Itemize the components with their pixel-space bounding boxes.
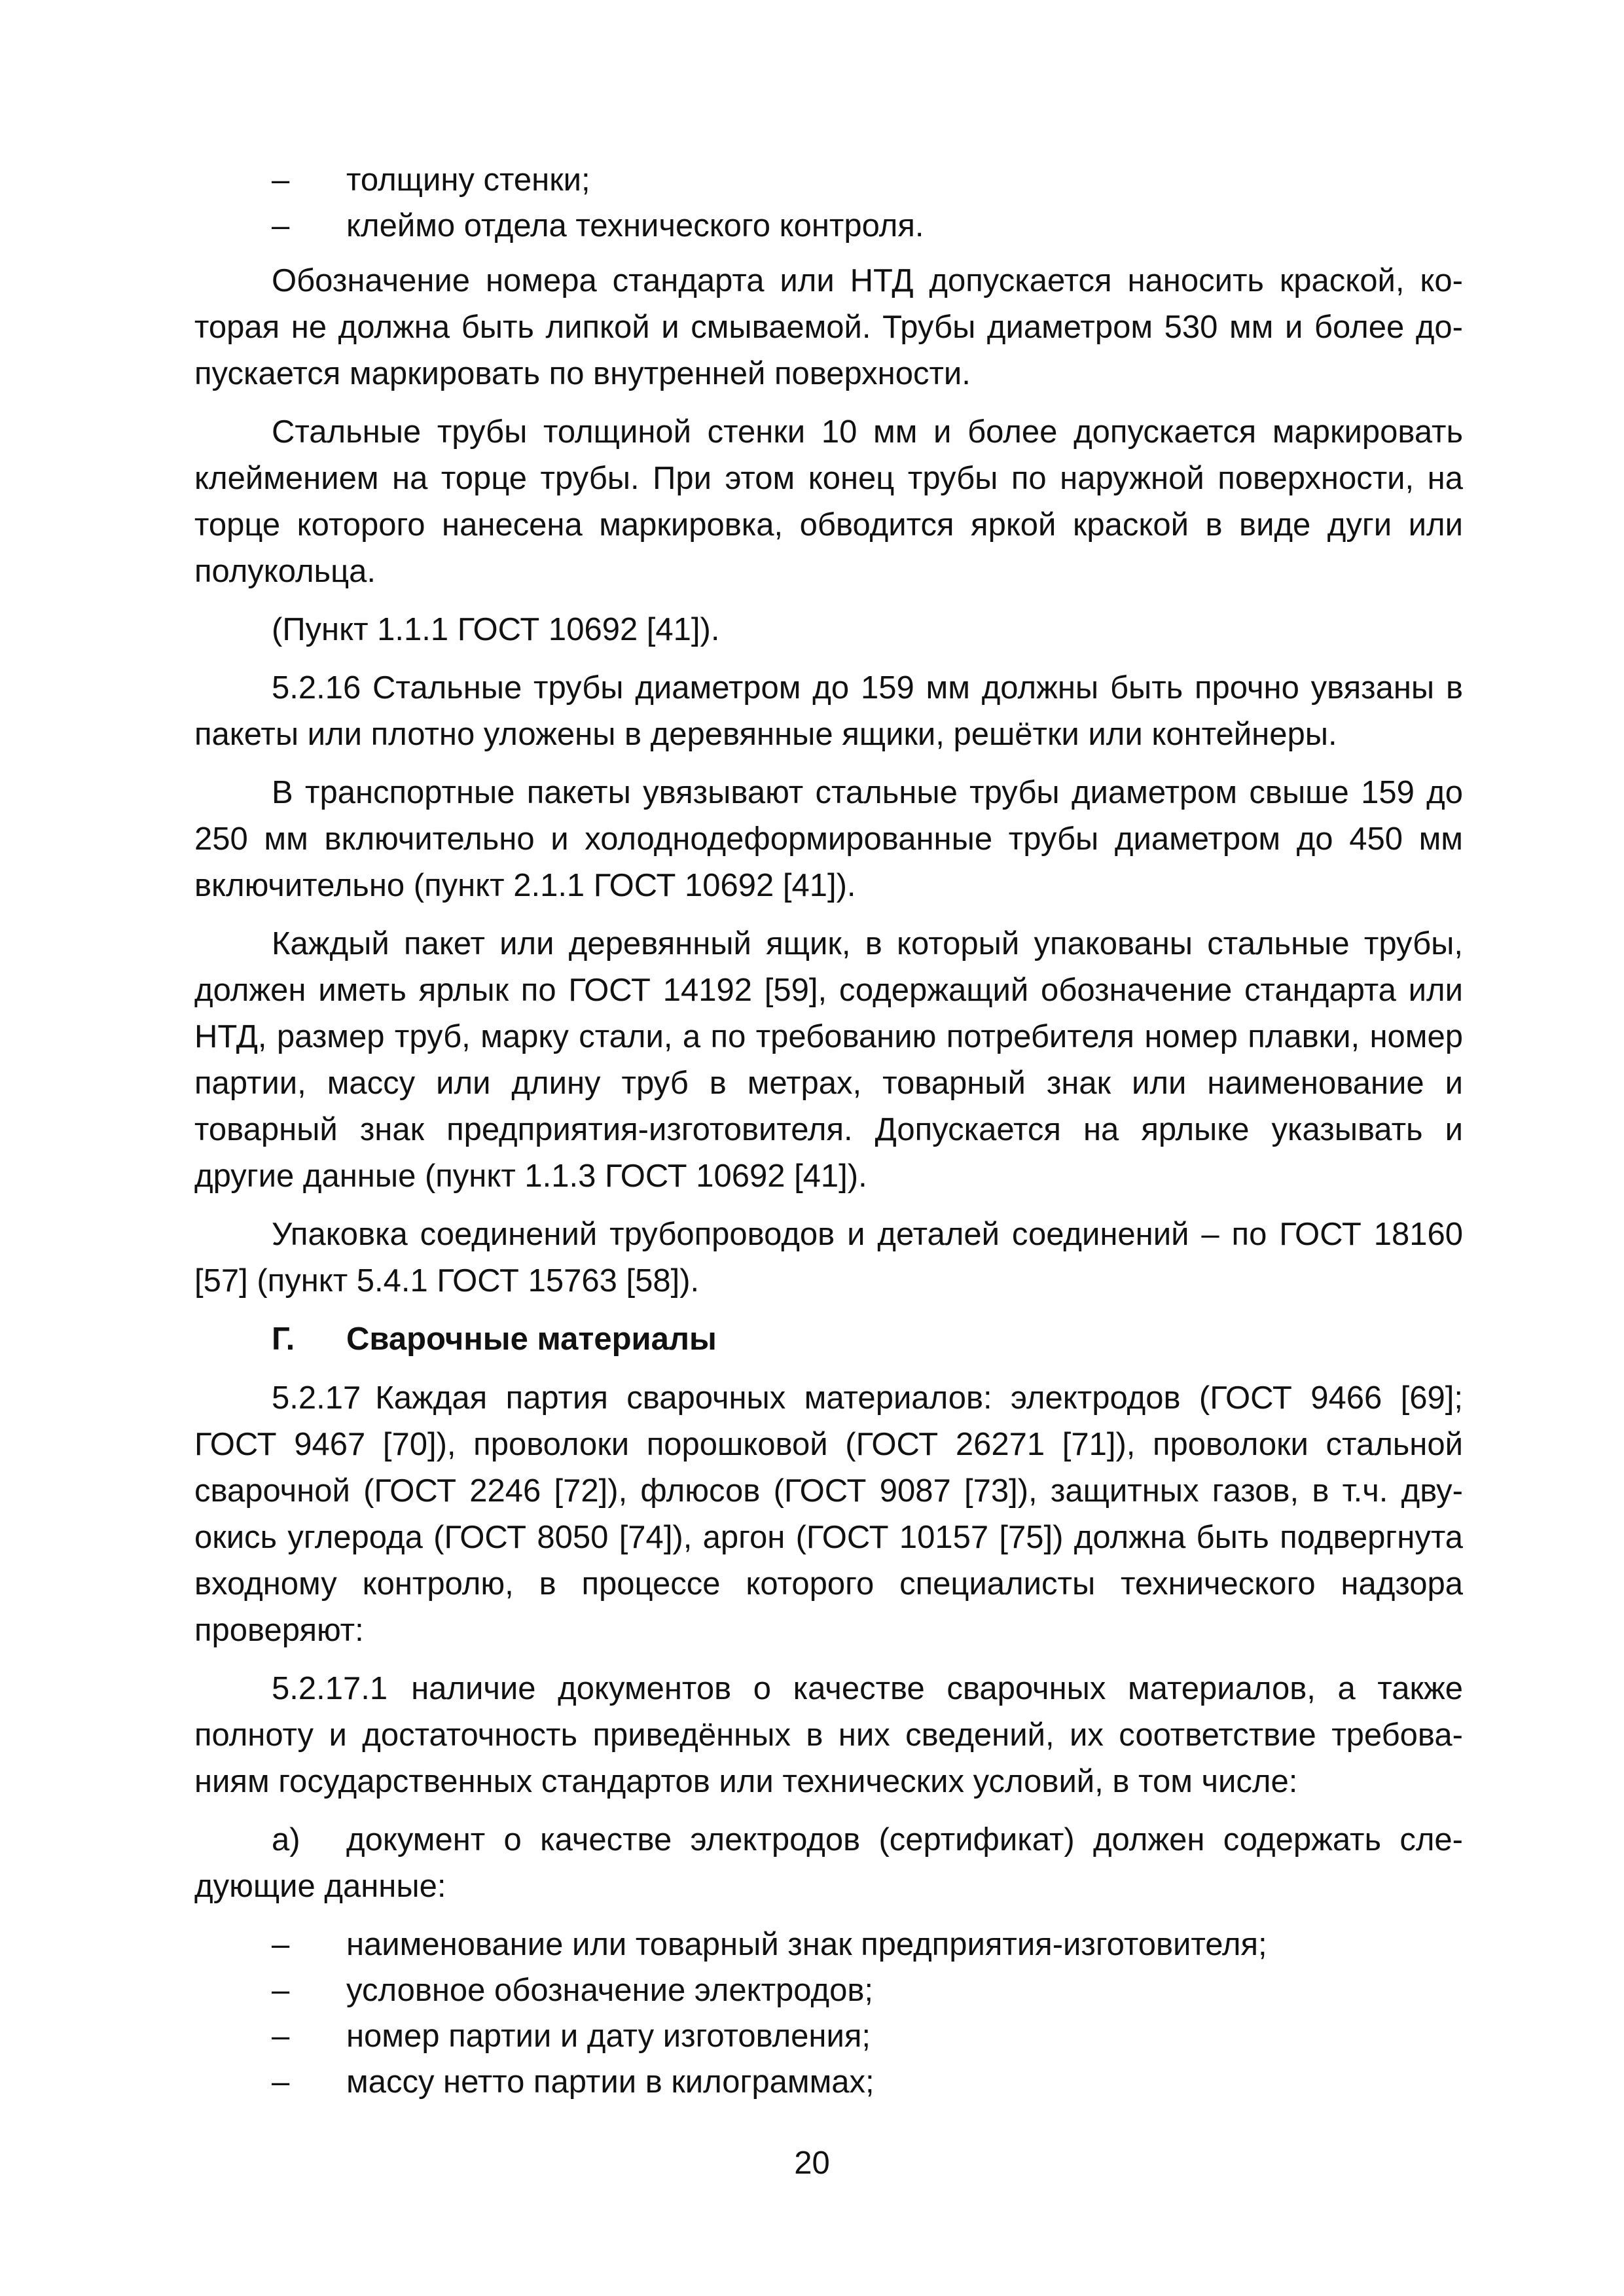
list-item-text: клеймо отдела технического контроля.	[346, 208, 924, 243]
list-item	[194, 1922, 1463, 1967]
paragraph-marking-paint: Обозначение номера стандарта или НТД допускается наносить краской, которая не должна быть липкой и смываемой. Трубы диаметром 530 мм и более допускается маркировать по внутренней поверхности.	[194, 263, 1463, 391]
section-heading-number: Г.	[272, 1321, 295, 1357]
section-heading	[194, 1316, 1463, 1362]
list-item	[194, 2013, 1463, 2059]
paragraph-5-2-17-1	[194, 1666, 1463, 1805]
dash-marker: –	[272, 208, 290, 243]
section-heading-title: Сварочные материалы	[346, 1321, 717, 1357]
paragraph-transport-packages: В транспортные пакеты увязывают стальные трубы диаметром свыше 159 до 250 мм включительно и холоднодеформированные трубы диаметром до 450 мм включительно (пункт 2.1.1 ГОСТ 10692 [41]).	[194, 775, 1463, 903]
dash-marker: –	[272, 2064, 290, 2100]
list-item	[194, 157, 1463, 203]
item-label: а)	[272, 1822, 300, 1857]
paragraph-packaging: Упаковка соединений трубопроводов и деталей соединений – по ГОСТ 18160 [57] (пункт 5.4.1 ГОСТ 15763 [58]).	[194, 1217, 1463, 1299]
list-item-text: толщину стенки;	[346, 162, 590, 198]
clause-text: Каждая партия сварочных материалов: электродов (ГОСТ 9466 [69]; ГОСТ 9467 [70]), проволоки порошковой (ГОСТ 26271 [71]), проволоки стальной сварочной (ГОСТ 2246 [72]), флюсов (ГОСТ 9087 [73]), защитных газов, в т.ч. двуокись углерода (ГОСТ 8050 [74]), аргон (ГОСТ 10157 [75]) должна быть подвергнута входному контролю, в процессе которого специалисты технического надзора проверяют:	[194, 1380, 1463, 1648]
list-item	[194, 2059, 1463, 2105]
paragraph-item-a	[194, 1817, 1463, 1910]
dash-marker: –	[272, 1927, 290, 1962]
clause-number: 5.2.17	[272, 1380, 361, 1416]
clause-text: наличие документов о качестве сварочных материалов, а также полноту и достаточность приведённых в них сведений, их соответствие требованиям государственных стандартов или технических условий, в том числе:	[194, 1671, 1463, 1799]
dash-marker: –	[272, 162, 290, 198]
dash-marker: –	[272, 2018, 290, 2054]
list-item	[194, 203, 1463, 249]
item-text: документ о качестве электродов (сертификат) должен содержать следующие данные:	[194, 1822, 1463, 1904]
list-item-text: наименование или товарный знак предприятия-изготовителя;	[346, 1927, 1267, 1962]
paragraph-label-requirements: Каждый пакет или деревянный ящик, в который упакованы стальные трубы, должен иметь ярлык по ГОСТ 14192 [59], содержащий обозначение стандарта или НТД, размер труб, марку стали, а по требованию потребителя номер плавки, номер партии, массу или длину труб в метрах, товарный знак или наименование и товарный знак предприятия-изготовителя. Допускается на ярлыке указывать и другие данные (пункт 1.1.3 ГОСТ 10692 [41]).	[194, 926, 1463, 1194]
list-item-text: номер партии и дату изготовления;	[346, 2018, 871, 2054]
page-content	[194, 157, 1463, 2105]
clause-number: 5.2.17.1	[272, 1671, 388, 1706]
paragraph-marking-stamp: Стальные трубы толщиной стенки 10 мм и более допускается маркировать клеймением на торце трубы. При этом конец трубы по наружной поверхности, на торце которого нанесена маркировка, обводится яркой краской в виде дуги или полукольца.	[194, 414, 1463, 589]
page-number: 20	[794, 2145, 830, 2181]
list-item	[194, 1967, 1463, 2013]
dash-marker: –	[272, 1973, 290, 2008]
list-item-text: условное обозначение электродов;	[346, 1973, 873, 2008]
list-item-text: массу нетто партии в килограммах;	[346, 2064, 875, 2100]
paragraph-5-2-17	[194, 1375, 1463, 1654]
paragraph-reference: (Пункт 1.1.1 ГОСТ 10692 [41]).	[272, 612, 720, 647]
paragraph-5-2-16: 5.2.16 Стальные трубы диаметром до 159 мм должны быть прочно увязаны в пакеты или плотно уложены в деревянные ящики, решётки или контейнеры.	[194, 670, 1463, 752]
